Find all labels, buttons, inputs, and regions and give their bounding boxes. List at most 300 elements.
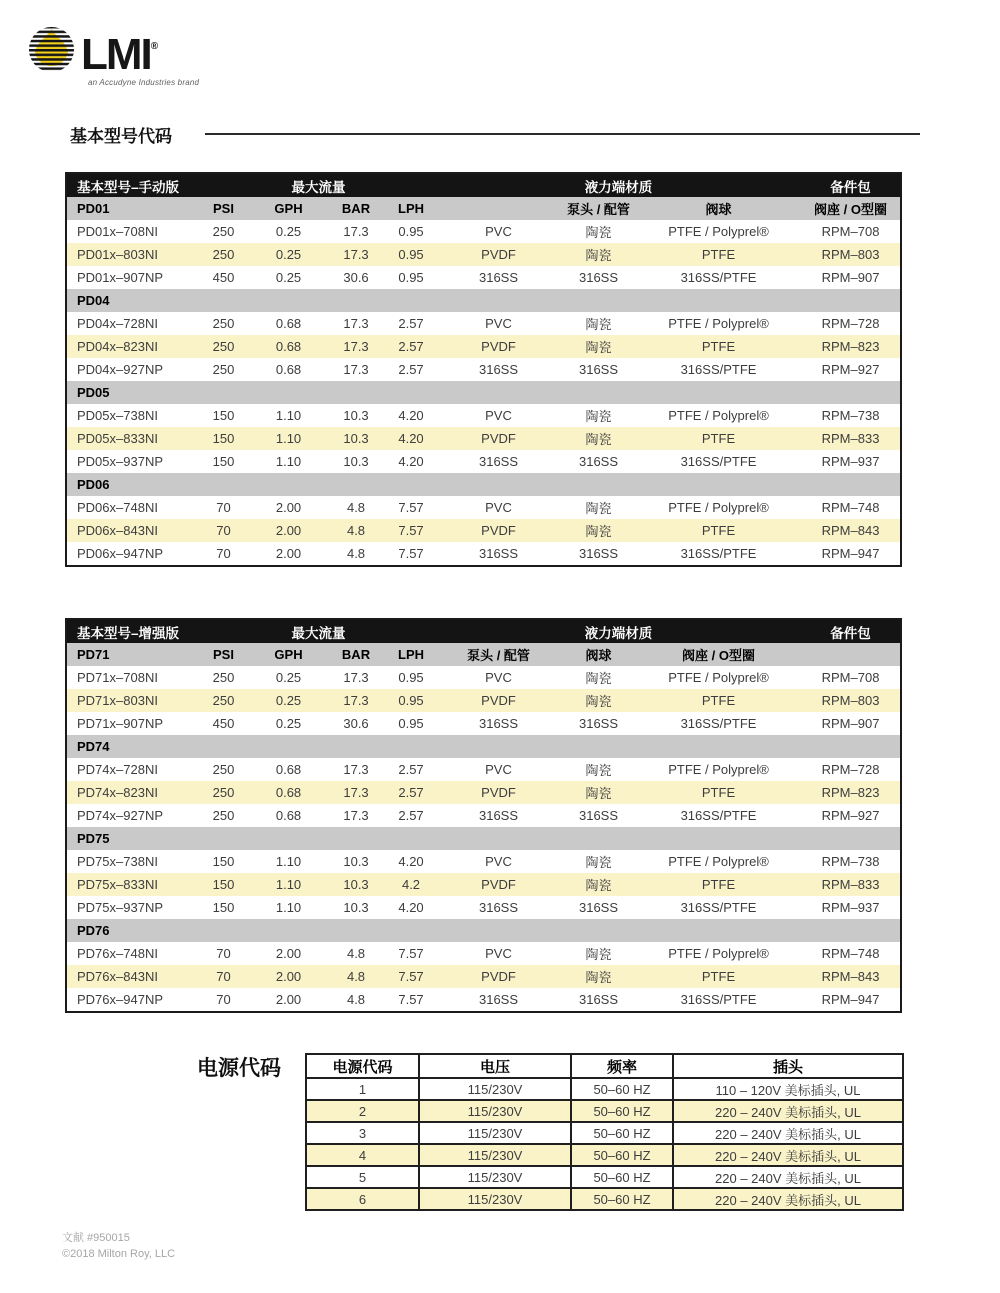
power-cell: 115/230V (419, 1144, 571, 1166)
table-cell: 0.95 (398, 670, 424, 685)
column-header: 阀球 (561, 643, 636, 666)
table-row (66, 942, 901, 965)
table-cell: 4.8 (346, 500, 366, 515)
model-number: PD76x–748NI (77, 946, 158, 961)
table-cell: 陶瓷 (561, 519, 636, 542)
table-cell: PTFE / Polyprel® (668, 408, 769, 423)
table-cell: PVC (485, 500, 512, 515)
table-cell: 陶瓷 (561, 781, 636, 804)
table-row (66, 689, 901, 712)
band-spacer (386, 619, 436, 643)
table-cell: PVDF (436, 781, 561, 804)
lmi-wordmark: LMI® (81, 30, 159, 79)
power-cell: 115/230V (419, 1100, 571, 1122)
table-cell: 316SS (578, 716, 619, 731)
table-row (66, 804, 901, 827)
power-cell: 110 – 120V 美标插头, UL (673, 1078, 903, 1100)
band-material: 液力端材质 (436, 173, 801, 197)
group-row (66, 381, 901, 404)
table-cell: 17.3 (343, 808, 369, 823)
table-cell: PTFE / Polyprel® (668, 762, 769, 777)
column-header: 阀球 (636, 197, 801, 220)
power-code: 4 (306, 1144, 419, 1166)
table-cell: 2.57 (398, 316, 424, 331)
group-row (66, 289, 901, 312)
table-cell: 250 (196, 689, 251, 712)
table-cell: 7.57 (386, 519, 436, 542)
model-number: PD71x–803NI (66, 689, 196, 712)
page-title: 基本型号代码 (70, 127, 172, 146)
model-number: PD05x–738NI (77, 408, 158, 423)
table-cell: 陶瓷 (561, 965, 636, 988)
column-header: LPH (386, 197, 436, 220)
table-cell: 17.3 (343, 224, 369, 239)
table-cell: 陶瓷 (561, 243, 636, 266)
table-cell: PTFE / Polyprel® (668, 854, 769, 869)
table-cell: 0.25 (275, 670, 302, 685)
column-header: BAR (326, 197, 386, 220)
table-cell: 4.20 (398, 854, 424, 869)
table-cell: 2.00 (275, 946, 302, 961)
table-cell: RPM–927 (821, 808, 880, 823)
power-row (306, 1166, 903, 1188)
table-cell: 陶瓷 (585, 855, 612, 870)
table-cell: 陶瓷 (561, 335, 636, 358)
table-cell: 陶瓷 (561, 873, 636, 896)
table-row (66, 712, 901, 735)
table-cell: 陶瓷 (585, 947, 612, 962)
table-cell: PVC (485, 946, 512, 961)
model-number: PD06x–947NP (77, 546, 163, 561)
table-cell: 0.95 (386, 689, 436, 712)
power-cell: 50–60 HZ (571, 1078, 673, 1100)
power-code: 6 (306, 1188, 419, 1210)
table-cell: RPM–843 (801, 519, 901, 542)
table-cell: 10.3 (343, 408, 369, 423)
table-cell: RPM–738 (821, 408, 880, 423)
table-cell: 316SS/PTFE (680, 808, 757, 823)
table-row (66, 519, 901, 542)
power-code: 3 (306, 1122, 419, 1144)
table-cell: PVC (485, 316, 512, 331)
table-cell: RPM–728 (821, 316, 880, 331)
model-number: PD06x–843NI (66, 519, 196, 542)
column-header: PD71 (66, 643, 196, 666)
table-cell: 0.95 (386, 243, 436, 266)
table-cell: 陶瓷 (561, 427, 636, 450)
table-cell: 316SS (578, 992, 619, 1007)
table-cell: 316SS/PTFE (680, 900, 757, 915)
power-column-header: 电压 (419, 1054, 571, 1078)
table-cell: 0.25 (251, 243, 326, 266)
table-cell: 4.20 (398, 408, 424, 423)
title-rule (205, 133, 920, 135)
table-row (66, 243, 901, 266)
band-spacer (386, 173, 436, 197)
power-cell: 50–60 HZ (571, 1188, 673, 1210)
power-header-row (306, 1054, 903, 1078)
table-cell: 150 (212, 900, 235, 915)
group-row (66, 827, 901, 850)
table-cell: 150 (196, 427, 251, 450)
band-title: 基本型号–手动版 (66, 173, 251, 197)
table-cell: RPM–907 (821, 270, 880, 285)
table-cell: PTFE (636, 781, 801, 804)
table-cell: 0.68 (275, 808, 302, 823)
table-cell: PVC (485, 224, 512, 239)
table-cell: RPM–937 (821, 900, 880, 915)
manual-models-table (65, 172, 902, 567)
table-cell: RPM–803 (801, 243, 901, 266)
table-cell: 70 (216, 500, 231, 515)
table-cell: 316SS (578, 454, 619, 469)
table-cell: 4.20 (398, 454, 424, 469)
table-cell: 7.57 (398, 500, 424, 515)
table-cell: 70 (196, 519, 251, 542)
column-header (436, 197, 561, 220)
table-cell: 450 (212, 270, 235, 285)
power-code: 1 (306, 1078, 419, 1100)
table-cell: 17.3 (326, 243, 386, 266)
model-number: PD74x–728NI (77, 762, 158, 777)
table-row (66, 758, 901, 781)
table-cell: 17.3 (326, 335, 386, 358)
table-row (66, 988, 901, 1012)
table-cell: 陶瓷 (585, 501, 612, 516)
power-cell: 115/230V (419, 1122, 571, 1144)
table-cell: 4.20 (386, 427, 436, 450)
table-row (66, 220, 901, 243)
band-max-flow: 最大流量 (251, 619, 386, 643)
power-row (306, 1100, 903, 1122)
table-cell: 4.20 (398, 900, 424, 915)
table-cell: 4.8 (326, 965, 386, 988)
table-cell: 30.6 (343, 270, 369, 285)
table-cell: PVC (485, 408, 512, 423)
group-label: PD74 (66, 735, 901, 758)
group-label: PD04 (66, 289, 901, 312)
table-cell: RPM–907 (821, 716, 880, 731)
table-cell: PVDF (436, 243, 561, 266)
power-column-header: 频率 (571, 1054, 673, 1078)
logo-tagline: an Accudyne Industries brand (88, 78, 200, 87)
table-cell: 1.10 (251, 873, 326, 896)
table-cell: 250 (196, 781, 251, 804)
power-code: 2 (306, 1100, 419, 1122)
table-cell: PTFE (636, 243, 801, 266)
table-cell: 7.57 (386, 965, 436, 988)
power-cell: 50–60 HZ (571, 1144, 673, 1166)
table-cell: RPM–738 (821, 854, 880, 869)
table-row (66, 427, 901, 450)
copyright: ©2018 Milton Roy, LLC (62, 1248, 176, 1260)
table-cell: 10.3 (326, 427, 386, 450)
table-cell: 250 (196, 335, 251, 358)
table-cell: 4.8 (346, 546, 366, 561)
power-cell: 220 – 240V 美标插头, UL (673, 1122, 903, 1144)
table-cell: PTFE (636, 335, 801, 358)
power-cell: 220 – 240V 美标插头, UL (673, 1188, 903, 1210)
power-row (306, 1122, 903, 1144)
model-number: PD75x–937NP (77, 900, 163, 915)
table-cell: 316SS (478, 992, 519, 1007)
table-cell: 4.8 (346, 946, 366, 961)
lmi-logo (28, 24, 158, 78)
table-cell: RPM–927 (821, 362, 880, 377)
table-cell: 1.10 (275, 854, 302, 869)
column-header: 阀座 / O型圈 (801, 197, 901, 220)
band-max-flow: 最大流量 (251, 173, 386, 197)
model-number: PD04x–927NP (77, 362, 163, 377)
model-number: PD01x–907NP (77, 270, 163, 285)
column-header-row (66, 643, 901, 666)
table-row (66, 666, 901, 689)
power-column-header: 插头 (673, 1054, 903, 1078)
table-row (66, 873, 901, 896)
table-cell: 316SS/PTFE (680, 716, 757, 731)
power-row (306, 1144, 903, 1166)
table-cell: RPM–748 (821, 500, 880, 515)
table-cell: PVDF (436, 689, 561, 712)
table-band-row (66, 173, 901, 197)
table-cell: PTFE (636, 873, 801, 896)
table-cell: 316SS (478, 362, 519, 377)
table-cell: RPM–803 (801, 689, 901, 712)
table-cell: 7.57 (398, 946, 424, 961)
table-cell: PTFE / Polyprel® (668, 946, 769, 961)
column-header: PSI (196, 643, 251, 666)
model-number: PD71x–708NI (77, 670, 158, 685)
power-row (306, 1078, 903, 1100)
table-cell: 10.3 (343, 900, 369, 915)
table-cell: 陶瓷 (585, 317, 612, 332)
table-cell: PVDF (436, 335, 561, 358)
column-header: BAR (326, 643, 386, 666)
model-number: PD76x–947NP (77, 992, 163, 1007)
table-cell: PVDF (436, 873, 561, 896)
table-row (66, 266, 901, 289)
table-cell: PVDF (436, 965, 561, 988)
table-cell: 250 (212, 670, 235, 685)
table-cell: 10.3 (343, 854, 369, 869)
model-number: PD04x–823NI (66, 335, 196, 358)
power-codes-table (305, 1053, 904, 1211)
table-cell: 250 (212, 762, 235, 777)
table-cell: 150 (196, 873, 251, 896)
table-cell: 0.95 (398, 224, 424, 239)
table-cell: 0.68 (275, 762, 302, 777)
table-cell: 17.3 (343, 362, 369, 377)
power-cell: 115/230V (419, 1188, 571, 1210)
table-cell: 316SS/PTFE (680, 454, 757, 469)
model-number: PD04x–728NI (77, 316, 158, 331)
table-cell: 250 (212, 362, 235, 377)
table-band-row (66, 619, 901, 643)
table-row (66, 450, 901, 473)
band-spare: 备件包 (801, 619, 901, 643)
table-cell: 0.68 (275, 362, 302, 377)
table-cell: 17.3 (343, 316, 369, 331)
table-cell: 2.57 (398, 808, 424, 823)
table-cell: RPM–708 (821, 670, 880, 685)
table-cell: 316SS (478, 716, 519, 731)
table-row (66, 542, 901, 566)
table-cell: RPM–823 (801, 781, 901, 804)
table-cell: 450 (212, 716, 235, 731)
table-cell: 250 (212, 224, 235, 239)
table-cell: 316SS/PTFE (680, 546, 757, 561)
table-cell: PTFE (636, 689, 801, 712)
table-cell: 316SS (478, 270, 519, 285)
table-cell: 250 (196, 243, 251, 266)
table-cell: PVC (485, 762, 512, 777)
table-cell: 陶瓷 (561, 689, 636, 712)
table-cell: 17.3 (343, 670, 369, 685)
table-cell: 1.10 (275, 408, 302, 423)
table-cell: 316SS/PTFE (680, 270, 757, 285)
table-row (66, 781, 901, 804)
model-number: PD01x–803NI (66, 243, 196, 266)
column-header: 泵头 / 配管 (561, 197, 636, 220)
model-number: PD74x–823NI (66, 781, 196, 804)
table-cell: PVDF (436, 519, 561, 542)
table-cell: PVDF (436, 427, 561, 450)
power-row (306, 1188, 903, 1210)
table-cell: 陶瓷 (585, 225, 612, 240)
table-cell: 70 (216, 546, 231, 561)
table-cell: 1.10 (275, 900, 302, 915)
column-header: PD01 (66, 197, 196, 220)
table-cell: 4.8 (326, 519, 386, 542)
table-cell: 4.2 (386, 873, 436, 896)
table-cell: RPM–728 (821, 762, 880, 777)
model-number: PD71x–907NP (77, 716, 163, 731)
table-cell: 2.00 (251, 519, 326, 542)
table-row (66, 965, 901, 988)
table-cell: PTFE (636, 965, 801, 988)
table-cell: PTFE / Polyprel® (668, 316, 769, 331)
table-cell: 2.57 (398, 762, 424, 777)
power-cell: 115/230V (419, 1166, 571, 1188)
table-cell: 316SS (478, 900, 519, 915)
table-cell: PTFE / Polyprel® (668, 670, 769, 685)
model-number: PD75x–738NI (77, 854, 158, 869)
table-cell: 150 (212, 408, 235, 423)
table-cell: 陶瓷 (585, 409, 612, 424)
model-number: PD01x–708NI (77, 224, 158, 239)
table-cell: 316SS/PTFE (680, 362, 757, 377)
power-cell: 50–60 HZ (571, 1122, 673, 1144)
band-title: 基本型号–增强版 (66, 619, 251, 643)
table-cell: 316SS (478, 454, 519, 469)
table-cell: 17.3 (326, 781, 386, 804)
table-row (66, 404, 901, 427)
table-cell: RPM–843 (801, 965, 901, 988)
table-cell: 150 (212, 454, 235, 469)
table-cell: 10.3 (343, 454, 369, 469)
table-cell: 0.68 (251, 335, 326, 358)
model-number: PD74x–927NP (77, 808, 163, 823)
table-cell: 陶瓷 (585, 763, 612, 778)
page-footer (62, 1230, 175, 1262)
table-cell: 1.10 (251, 427, 326, 450)
power-cell: 115/230V (419, 1078, 571, 1100)
group-label: PD06 (66, 473, 901, 496)
group-row (66, 473, 901, 496)
table-cell: 4.8 (346, 992, 366, 1007)
band-spare: 备件包 (801, 173, 901, 197)
table-cell: RPM–947 (821, 546, 880, 561)
model-number: PD75x–833NI (66, 873, 196, 896)
table-cell: 0.25 (251, 689, 326, 712)
table-cell: RPM–833 (801, 873, 901, 896)
table-cell: 316SS (578, 546, 619, 561)
table-cell: 10.3 (326, 873, 386, 896)
table-cell: 2.00 (275, 546, 302, 561)
table-cell: 70 (216, 946, 231, 961)
model-number: PD05x–937NP (77, 454, 163, 469)
group-label: PD05 (66, 381, 901, 404)
table-cell: 2.57 (398, 362, 424, 377)
table-cell: 150 (212, 854, 235, 869)
table-row (66, 335, 901, 358)
group-label: PD75 (66, 827, 901, 850)
table-cell: PTFE (636, 519, 801, 542)
table-cell: 7.57 (398, 992, 424, 1007)
table-cell: 17.3 (343, 762, 369, 777)
table-cell: 70 (196, 965, 251, 988)
model-number: PD76x–843NI (66, 965, 196, 988)
column-header: PSI (196, 197, 251, 220)
table-cell: RPM–833 (801, 427, 901, 450)
column-header: LPH (386, 643, 436, 666)
table-cell: 2.57 (386, 781, 436, 804)
lmi-droplet-ball-icon (28, 26, 75, 73)
table-cell: 2.00 (251, 965, 326, 988)
group-label: PD76 (66, 919, 901, 942)
table-cell: 250 (212, 316, 235, 331)
table-cell: 2.00 (275, 992, 302, 1007)
table-cell: RPM–823 (801, 335, 901, 358)
table-cell: RPM–937 (821, 454, 880, 469)
table-row (66, 850, 901, 873)
model-number: PD06x–748NI (77, 500, 158, 515)
table-cell: PVC (485, 854, 512, 869)
table-cell: RPM–947 (821, 992, 880, 1007)
table-cell: PTFE / Polyprel® (668, 224, 769, 239)
column-header: 阀座 / O型圈 (636, 643, 801, 666)
column-header: GPH (251, 643, 326, 666)
table-cell: 17.3 (326, 689, 386, 712)
table-cell: 316SS (578, 362, 619, 377)
power-cell: 50–60 HZ (571, 1166, 673, 1188)
table-cell: 70 (216, 992, 231, 1007)
table-row (66, 496, 901, 519)
table-row (66, 312, 901, 335)
table-cell: 0.95 (398, 270, 424, 285)
table-cell: PVC (485, 670, 512, 685)
table-cell: 316SS/PTFE (680, 992, 757, 1007)
table-cell: 30.6 (343, 716, 369, 731)
table-cell: 1.10 (275, 454, 302, 469)
table-cell: 0.25 (275, 716, 302, 731)
power-codes-label: 电源代码 (197, 1057, 281, 1080)
column-header (801, 643, 901, 666)
table-cell: 7.57 (398, 546, 424, 561)
column-header-row (66, 197, 901, 220)
table-cell: 0.68 (275, 316, 302, 331)
power-cell: 220 – 240V 美标插头, UL (673, 1100, 903, 1122)
